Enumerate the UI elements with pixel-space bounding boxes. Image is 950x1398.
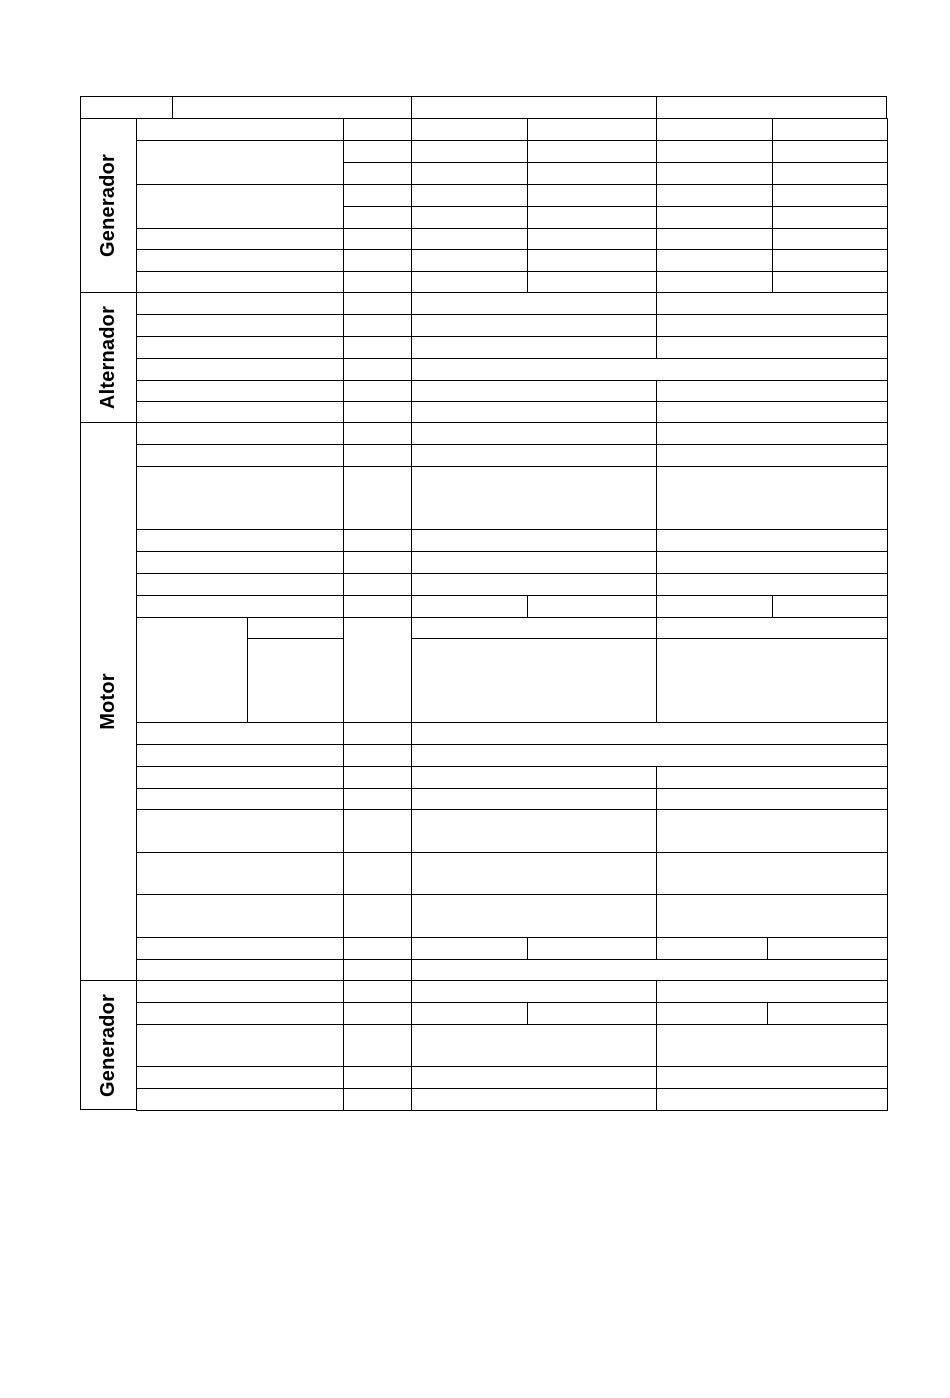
table-cell-value (772, 249, 888, 272)
table-cell-unit (343, 1088, 412, 1111)
table-cell-value (411, 444, 657, 467)
table-cell-value (411, 595, 528, 618)
table-cell-unit (343, 959, 412, 982)
table-cell-unit (343, 894, 412, 938)
table-cell-value (411, 358, 888, 381)
table-cell-label (136, 466, 344, 530)
table-cell-value (527, 140, 657, 163)
table-cell-value (411, 1024, 657, 1067)
table-cell-label (136, 959, 344, 982)
table-cell-value (656, 271, 773, 294)
table-cell-unit (343, 358, 412, 381)
table-cell-label (136, 401, 344, 424)
table-cell-value (656, 401, 888, 424)
table-cell-value (411, 788, 657, 810)
table-cell-label (136, 788, 344, 810)
table-cell-unit (343, 852, 412, 895)
table-cell-value (772, 206, 888, 229)
table-cell-value (656, 1066, 888, 1089)
section-label-generador-1: Generador (97, 154, 120, 257)
header-cell-model-a (411, 96, 657, 119)
table-cell-value (656, 617, 888, 639)
table-cell-value (656, 894, 888, 938)
table-cell-value (656, 292, 888, 315)
table-cell-unit (343, 529, 412, 552)
table-cell-label (136, 228, 344, 250)
table-cell-value (411, 980, 657, 1003)
table-cell-value (527, 162, 657, 185)
table-cell-label (136, 809, 344, 853)
table-cell-value (411, 809, 657, 853)
table-cell-unit (343, 809, 412, 853)
table-cell-label (136, 140, 344, 185)
table-cell-unit (343, 1002, 412, 1025)
table-cell-label (136, 551, 344, 574)
table-cell-label (136, 573, 344, 596)
table-cell-value (527, 184, 657, 207)
table-cell-value (767, 937, 888, 960)
table-cell-value (411, 292, 657, 315)
table-cell-value (411, 529, 657, 552)
table-cell-sublabel (247, 617, 344, 639)
table-cell-unit (343, 271, 412, 294)
table-cell-value (527, 118, 657, 141)
table-cell-value (411, 852, 657, 895)
table-cell-value (656, 809, 888, 853)
table-cell-value (656, 140, 773, 163)
table-cell-unit (343, 788, 412, 810)
table-cell-unit (343, 617, 412, 723)
table-cell-value (411, 380, 657, 402)
table-cell-value (411, 573, 657, 596)
table-cell-label (136, 744, 344, 767)
table-cell-unit (343, 444, 412, 467)
table-cell-unit (343, 118, 412, 141)
table-cell-value (411, 638, 657, 723)
table-cell-unit (343, 766, 412, 789)
table-cell-value (411, 422, 657, 445)
table-cell-label (136, 766, 344, 789)
table-cell-value (656, 573, 888, 596)
table-cell-value (656, 788, 888, 810)
table-cell-label (136, 852, 344, 895)
table-cell-label (136, 292, 344, 315)
table-cell-value (411, 766, 657, 789)
table-cell-unit (343, 336, 412, 359)
table-cell-label (136, 980, 344, 1003)
table-cell-sublabel (247, 638, 344, 723)
table-cell-label (136, 249, 344, 272)
table-cell-label (136, 1066, 344, 1089)
table-cell-unit (343, 422, 412, 445)
table-cell-value (527, 228, 657, 250)
table-cell-value (411, 722, 888, 745)
table-cell-value (411, 894, 657, 938)
table-cell-value (411, 228, 528, 250)
table-cell-value (656, 336, 888, 359)
table-cell-value (772, 140, 888, 163)
table-cell-unit (343, 937, 412, 960)
table-cell-value (411, 551, 657, 574)
table-cell-value (656, 228, 773, 250)
table-cell-value (527, 937, 657, 960)
table-cell-value (411, 744, 888, 767)
table-cell-unit (343, 466, 412, 530)
section-generador-2 (80, 980, 137, 1110)
table-cell-value (656, 638, 888, 723)
table-cell-value (411, 1088, 657, 1111)
table-cell-unit (343, 380, 412, 402)
table-cell-value (411, 401, 657, 424)
table-cell-unit (343, 744, 412, 767)
table-cell-value (656, 529, 888, 552)
table-cell-value (656, 766, 888, 789)
header-cell-item (172, 96, 412, 119)
table-cell-value (411, 466, 657, 530)
table-cell-value (411, 271, 528, 294)
table-cell-value (656, 249, 773, 272)
table-cell-value (527, 595, 657, 618)
table-cell-value (772, 271, 888, 294)
table-cell-unit (343, 1066, 412, 1089)
header-cell-model-b (656, 96, 887, 119)
table-cell-value (411, 140, 528, 163)
table-cell-unit (343, 573, 412, 596)
table-cell-value (411, 249, 528, 272)
table-cell-value (656, 466, 888, 530)
table-cell-unit (343, 206, 412, 229)
section-generador-1 (80, 118, 137, 293)
table-cell-value (656, 1002, 768, 1025)
table-cell-value (411, 617, 657, 639)
table-cell-unit (343, 249, 412, 272)
table-cell-value (656, 595, 773, 618)
table-cell-label (136, 380, 344, 402)
table-cell-value (411, 937, 528, 960)
section-label-motor: Motor (97, 673, 120, 730)
table-cell-unit (343, 228, 412, 250)
table-cell-value (411, 1066, 657, 1089)
table-cell-label (136, 1024, 344, 1067)
table-cell-value (411, 959, 888, 982)
table-cell-unit (343, 162, 412, 185)
table-cell-value (656, 937, 768, 960)
table-cell-value (656, 118, 773, 141)
table-cell-label (136, 444, 344, 467)
table-cell-value (411, 314, 657, 337)
table-cell-unit (343, 980, 412, 1003)
table-cell-value (772, 118, 888, 141)
header-cell-left (80, 96, 173, 119)
table-cell-label (136, 937, 344, 960)
table-cell-value (772, 228, 888, 250)
table-cell-label (136, 358, 344, 381)
table-cell-value (772, 184, 888, 207)
table-cell-value (656, 314, 888, 337)
table-cell-value (656, 422, 888, 445)
table-cell-label (136, 1088, 344, 1111)
table-cell-label (136, 1002, 344, 1025)
table-cell-unit (343, 722, 412, 745)
table-cell-label (136, 118, 344, 141)
table-cell-label (136, 271, 344, 294)
section-label-alternador: Alternador (97, 305, 119, 410)
table-cell-value (527, 271, 657, 294)
table-cell-value (656, 1088, 888, 1111)
table-cell-value (656, 184, 773, 207)
table-cell-value (767, 1002, 888, 1025)
table-cell-unit (343, 595, 412, 618)
table-cell-label (136, 894, 344, 938)
table-cell-value (527, 206, 657, 229)
table-cell-value (411, 162, 528, 185)
section-motor (80, 422, 137, 981)
table-cell-value (772, 595, 888, 618)
table-cell-unit (343, 551, 412, 574)
table-cell-unit (343, 292, 412, 315)
table-cell-unit (343, 1024, 412, 1067)
table-cell-label (136, 595, 344, 618)
table-cell-label (136, 184, 344, 229)
table-cell-label (136, 529, 344, 552)
table-cell-value (411, 1002, 528, 1025)
table-cell-label (136, 336, 344, 359)
table-cell-unit (343, 184, 412, 207)
table-cell-value (656, 162, 773, 185)
section-alternador (80, 292, 137, 423)
table-cell-value (656, 852, 888, 895)
table-cell-unit (343, 140, 412, 163)
table-cell-label (136, 722, 344, 745)
table-cell-label (136, 314, 344, 337)
table-cell-value (411, 336, 657, 359)
table-cell-unit (343, 314, 412, 337)
table-cell-value (411, 118, 528, 141)
table-cell-value (656, 980, 888, 1003)
table-cell-value (411, 206, 528, 229)
table-cell-value (656, 551, 888, 574)
table-cell-unit (343, 401, 412, 424)
table-cell-value (656, 444, 888, 467)
table-cell-value (527, 249, 657, 272)
table-cell-value (656, 206, 773, 229)
table-cell-value (411, 184, 528, 207)
table-cell-label (136, 617, 248, 723)
table-cell-label (136, 422, 344, 445)
table-cell-value (527, 1002, 657, 1025)
table-cell-value (656, 1024, 888, 1067)
table-cell-value (772, 162, 888, 185)
table-cell-value (656, 380, 888, 402)
section-label-generador-2: Generador (97, 993, 120, 1097)
